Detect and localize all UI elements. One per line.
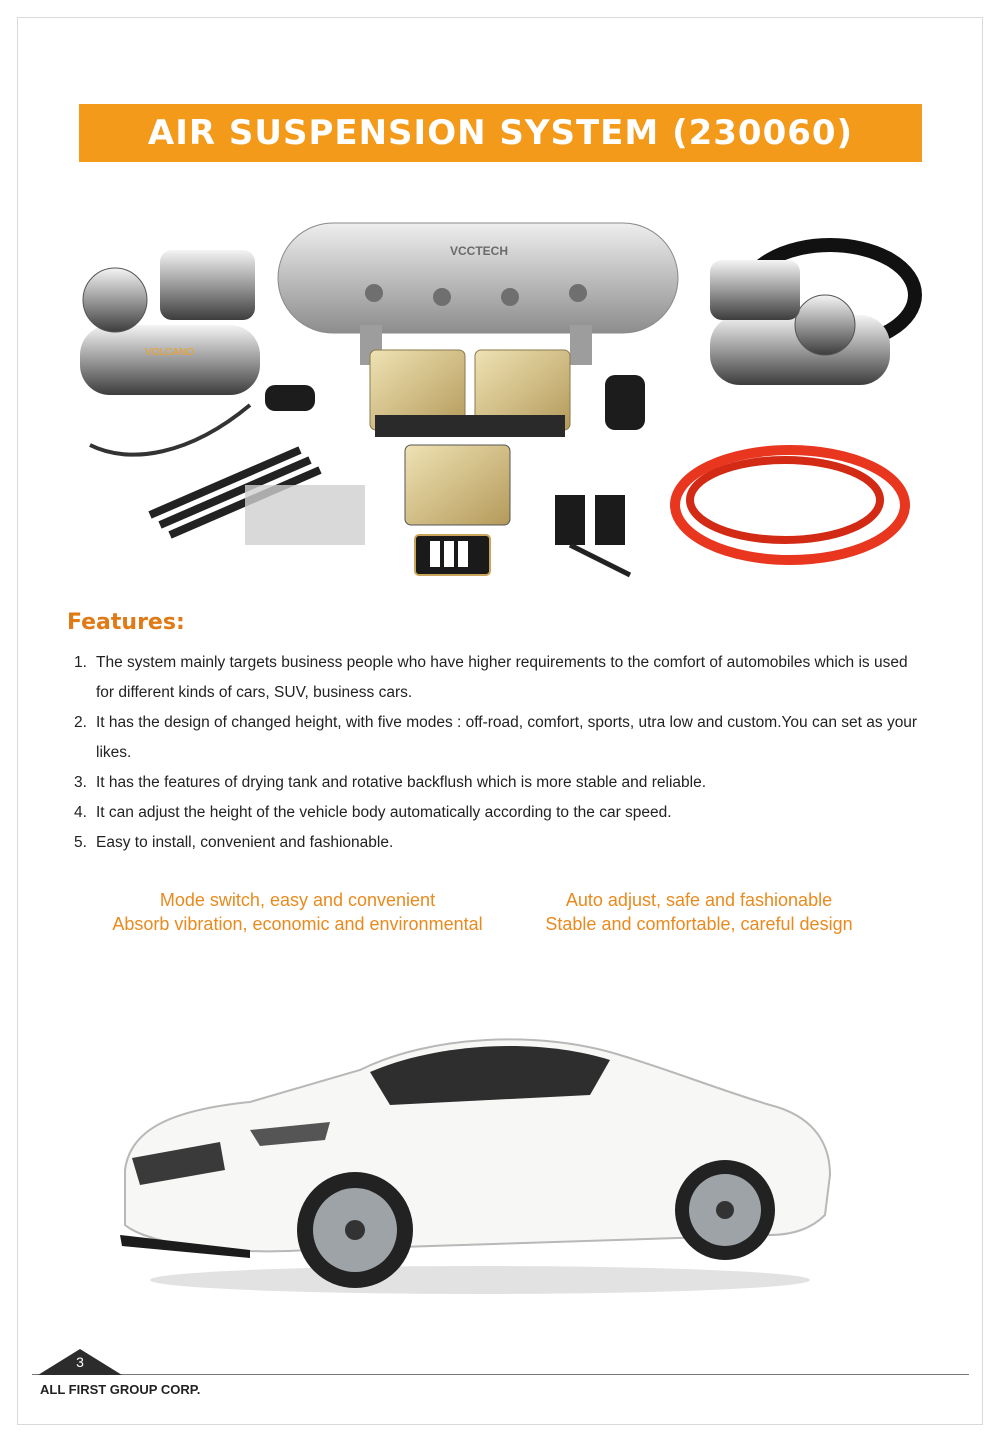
car-image — [110, 1010, 850, 1300]
slogan-left — [90, 888, 505, 936]
footer-rule — [32, 1374, 969, 1375]
feature-item: 4. It can adjust the height of the vehicle body automatically according to the car speed. — [74, 804, 672, 821]
rear-wheel — [675, 1160, 775, 1260]
height-sensors — [555, 495, 630, 575]
air-tank — [278, 223, 678, 365]
air-fittings — [245, 485, 365, 545]
product-kit-image — [70, 205, 930, 585]
slogan-left-line-1: Mode switch, easy and convenient — [159, 890, 436, 910]
company-name: ALL FIRST GROUP CORP. — [40, 1382, 201, 1397]
features-list — [74, 648, 924, 858]
slogan-right — [528, 888, 870, 936]
brand-logo-text: VCCTECH — [450, 244, 509, 258]
control-unit — [405, 445, 510, 525]
slogan-right-line-1: Auto adjust, safe and fashionable — [565, 890, 833, 910]
features-heading: Features: — [67, 610, 185, 635]
front-wheel — [297, 1172, 413, 1288]
red-air-hose — [675, 450, 905, 560]
remote-controller — [415, 535, 490, 575]
page-number: 3 — [76, 1354, 84, 1370]
slogan-right-line-2: Stable and comfortable, careful design — [545, 914, 853, 934]
feature-item: 2. It has the design of changed height, with five modes : off-road, comfort, sports, utra low and custom.You can set as your likes. — [74, 714, 918, 761]
title-banner — [79, 104, 922, 162]
compressor-label: VOLCANO — [145, 347, 194, 358]
feature-item: 5. Easy to install, convenient and fashionable. — [74, 834, 394, 851]
valve-blocks — [370, 350, 570, 437]
slogans — [0, 888, 1000, 948]
feature-item: 1. The system mainly targets business people who have higher requirements to the comfort of automobiles which is used for different kinds of cars, SUV, business cars. — [74, 654, 908, 701]
feature-item: 3. It has the features of drying tank and rotative backflush which is more stable and reliable. — [74, 774, 707, 791]
page-title: AIR SUSPENSION SYSTEM (230060) — [147, 113, 854, 153]
slogan-left-line-2: Absorb vibration, economic and environmental — [112, 914, 483, 934]
